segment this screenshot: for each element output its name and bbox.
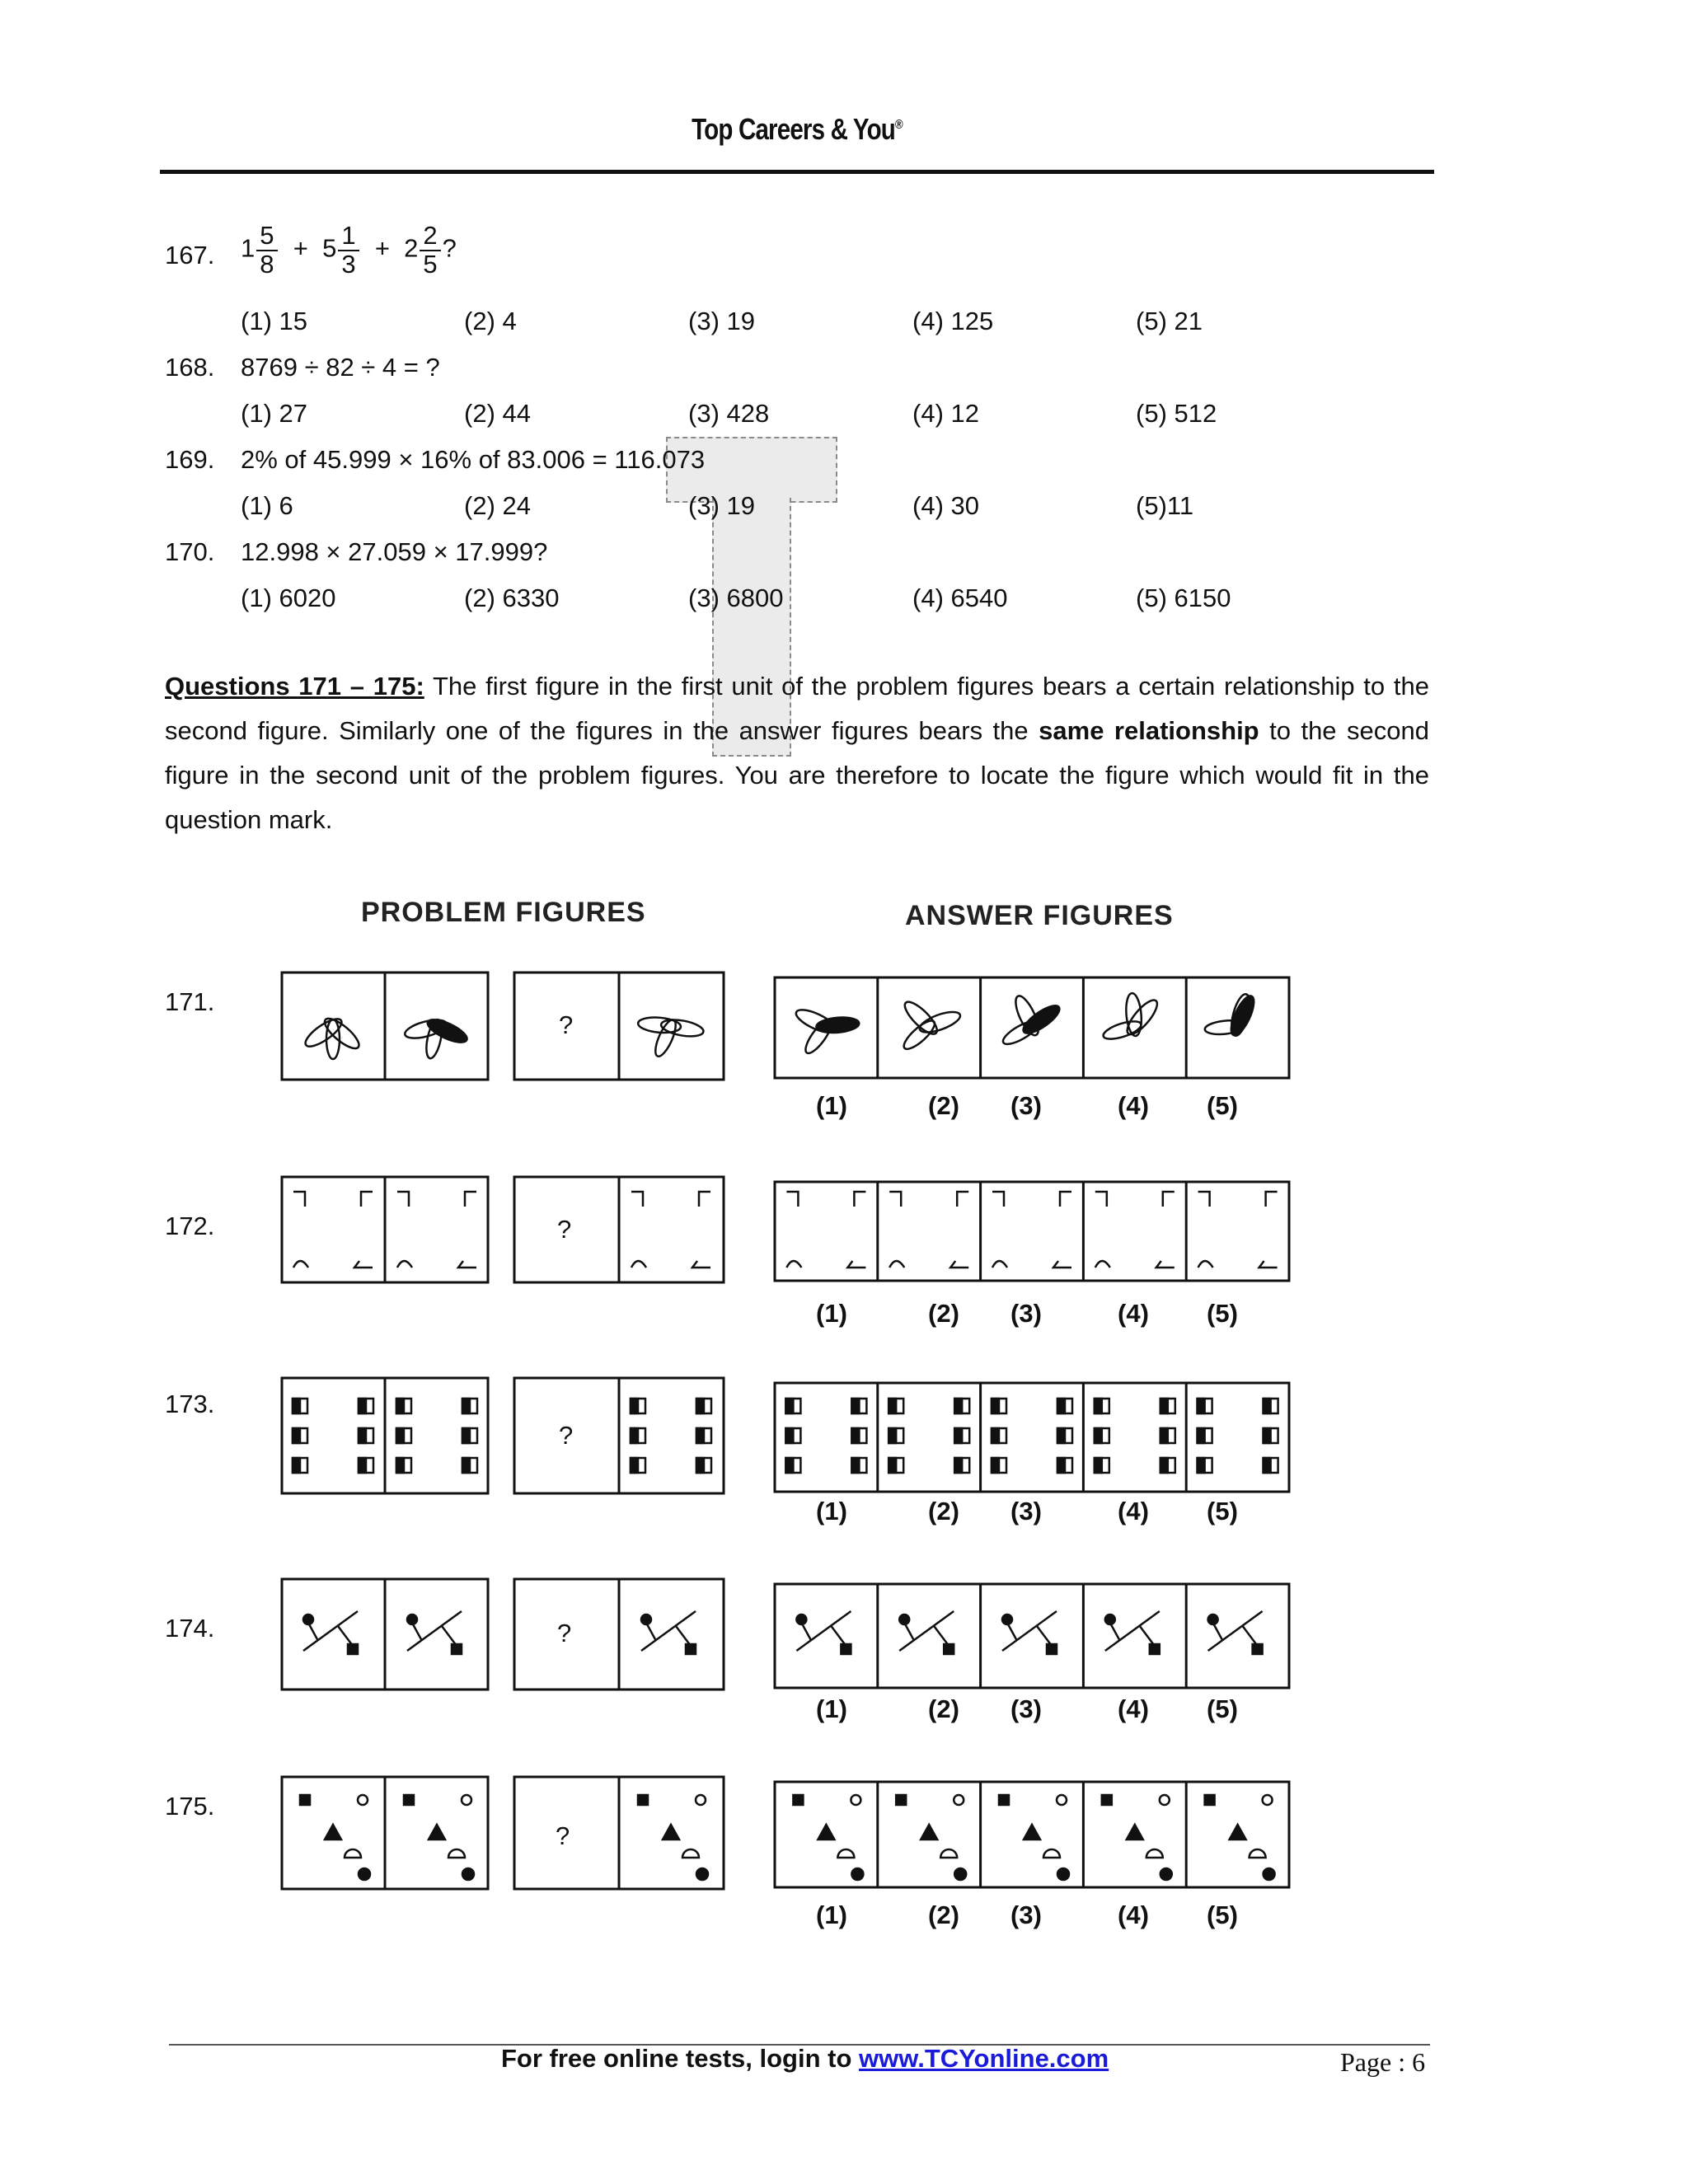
dot-symbol	[899, 1615, 909, 1624]
half-square-fill	[1264, 1458, 1271, 1473]
corner-hook	[1095, 1192, 1107, 1207]
corner-hook	[293, 1261, 308, 1268]
branch-line	[308, 1623, 318, 1641]
option: (3) 6800	[688, 583, 784, 612]
corner-hook	[361, 1192, 373, 1207]
half-square-fill	[462, 1458, 470, 1473]
semicircle-symbol	[448, 1849, 465, 1858]
corner-hook	[397, 1261, 412, 1268]
square-symbol	[452, 1644, 462, 1654]
plus-sign: +	[374, 233, 390, 263]
corner-hook	[992, 1192, 1004, 1207]
answer-option-number: (5)	[1207, 1091, 1238, 1120]
figure-row-label: 174.	[165, 1614, 215, 1643]
corner-hook	[854, 1192, 865, 1207]
corner-hook	[354, 1261, 373, 1268]
corner-hook	[699, 1192, 710, 1207]
page-number: Page : 6	[1340, 2047, 1426, 2077]
answer-option-number: (2)	[928, 1091, 959, 1120]
circle-symbol	[851, 1795, 860, 1805]
branch-line	[1110, 1623, 1120, 1641]
circle-symbol	[358, 1795, 368, 1805]
circle-symbol	[1160, 1795, 1170, 1805]
petal-shape	[1020, 1001, 1063, 1038]
branch-line	[338, 1626, 353, 1646]
answer-option-number: (3)	[1010, 1694, 1042, 1723]
square-symbol	[999, 1795, 1009, 1805]
answer-option-number: (4)	[1118, 1091, 1149, 1120]
half-square-fill	[631, 1428, 638, 1443]
half-square-fill	[1264, 1399, 1271, 1413]
half-square-fill	[954, 1399, 962, 1413]
square-symbol	[300, 1795, 310, 1805]
question-text: 12.998 × 27.059 × 17.999?	[241, 537, 548, 566]
corner-hook	[1259, 1261, 1278, 1268]
option: (1) 27	[241, 399, 307, 428]
answer-option-number: (3)	[1010, 1299, 1042, 1328]
square-symbol	[896, 1795, 906, 1805]
square-symbol	[1102, 1795, 1112, 1805]
semicircle-symbol	[940, 1849, 957, 1858]
petal-shape	[816, 1016, 860, 1034]
dot-symbol	[1160, 1868, 1172, 1880]
half-square-fill	[359, 1399, 366, 1413]
dot-symbol	[1057, 1868, 1069, 1880]
square-symbol	[944, 1644, 954, 1654]
half-square-fill	[696, 1458, 704, 1473]
branch-line	[904, 1623, 914, 1641]
footer-label: For free online tests, login to	[501, 2044, 860, 2073]
answer-option-number: (5)	[1207, 1694, 1238, 1723]
corner-hook	[1198, 1192, 1210, 1207]
corner-hook	[1053, 1261, 1071, 1268]
half-square-fill	[1095, 1458, 1102, 1473]
answer-option-number: (1)	[816, 1694, 847, 1723]
answer-strip	[775, 1584, 1289, 1688]
branch-line	[1243, 1626, 1258, 1646]
half-square-fill	[631, 1458, 638, 1473]
half-square-fill	[1198, 1458, 1205, 1473]
half-square-fill	[696, 1399, 704, 1413]
corner-hook	[293, 1192, 305, 1207]
branch-line	[676, 1626, 691, 1646]
corner-hook	[631, 1192, 643, 1207]
option: (4) 30	[912, 491, 979, 520]
question-number: 169.	[165, 445, 215, 474]
dot-symbol	[1002, 1615, 1012, 1624]
instructions-text: to the second figure in the second unit of the problem figures. You are therefore to locate the figure which would fit in the question mark.	[165, 716, 1430, 834]
circle-symbol	[954, 1795, 964, 1805]
answer-option-number: (5)	[1207, 1497, 1238, 1526]
half-square-fill	[889, 1458, 896, 1473]
question-text: 8769 ÷ 82 ÷ 4 = ?	[241, 353, 440, 382]
triangle-symbol	[921, 1825, 937, 1840]
half-square-fill	[359, 1428, 366, 1443]
half-square-fill	[992, 1399, 999, 1413]
half-square-fill	[851, 1399, 859, 1413]
dot-symbol	[303, 1615, 313, 1624]
triangle-symbol	[663, 1825, 679, 1840]
figure-row-label: 173.	[165, 1390, 215, 1418]
square-symbol	[404, 1795, 414, 1805]
option: (5) 512	[1136, 399, 1217, 428]
missing-figure-mark: ?	[557, 1619, 572, 1647]
branch-line	[646, 1623, 656, 1641]
branch-line	[412, 1623, 422, 1641]
answer-option-number: (4)	[1118, 1497, 1149, 1526]
answer-option-number: (5)	[1207, 1900, 1238, 1929]
numerator: 2	[420, 223, 440, 251]
answer-option-number: (2)	[928, 1299, 959, 1328]
question-text: 2% of 45.999 × 16% of 83.006 = 116.073	[241, 445, 706, 474]
corner-hook	[1163, 1192, 1175, 1207]
half-square-fill	[293, 1458, 300, 1473]
half-square-fill	[359, 1458, 366, 1473]
half-square-fill	[785, 1399, 793, 1413]
answer-option-number: (4)	[1118, 1694, 1149, 1723]
petal-shape	[660, 1017, 705, 1039]
instructions-lead: Questions 171 – 175:	[165, 672, 424, 701]
branch-line	[831, 1626, 846, 1646]
half-square-fill	[992, 1428, 999, 1443]
corner-hook	[1266, 1192, 1278, 1207]
circle-symbol	[696, 1795, 706, 1805]
semicircle-symbol	[1250, 1849, 1266, 1858]
option: (3) 19	[688, 491, 755, 520]
circle-symbol	[1057, 1795, 1067, 1805]
triangle-symbol	[1127, 1825, 1143, 1840]
corner-hook	[786, 1192, 798, 1207]
half-square-fill	[1057, 1399, 1065, 1413]
half-square-fill	[462, 1399, 470, 1413]
semicircle-symbol	[1043, 1849, 1060, 1858]
instructions-emphasis: same relationship	[1039, 716, 1259, 745]
denominator: 3	[341, 249, 356, 279]
triangle-symbol	[818, 1825, 834, 1840]
answer-option-number: (5)	[1207, 1299, 1238, 1328]
half-square-fill	[1160, 1399, 1168, 1413]
half-square-fill	[851, 1458, 859, 1473]
registered-mark: ®	[895, 118, 903, 132]
option: (1) 15	[241, 307, 307, 335]
half-square-fill	[1264, 1428, 1271, 1443]
half-square-fill	[889, 1428, 896, 1443]
half-square-fill	[1095, 1428, 1102, 1443]
square-symbol	[793, 1795, 803, 1805]
petal-shape	[424, 1015, 470, 1047]
dot-symbol	[796, 1615, 806, 1624]
branch-line	[1007, 1623, 1017, 1641]
instructions-text: The first figure in the first unit of the problem figures bears a certain relationship to the second figure. Similarly one of the figures in the answer figures bears the	[165, 672, 1429, 745]
answer-option-number: (2)	[928, 1497, 959, 1526]
corner-hook	[847, 1261, 865, 1268]
branch-line	[1037, 1626, 1052, 1646]
option: (4) 125	[912, 307, 994, 335]
corner-hook	[957, 1192, 968, 1207]
corner-hook	[1156, 1261, 1175, 1268]
branch-line	[1140, 1626, 1155, 1646]
petal-shape	[1101, 1018, 1143, 1043]
dot-symbol	[1264, 1868, 1275, 1880]
answer-option-number: (3)	[1010, 1091, 1042, 1120]
whole-number: 2	[404, 233, 419, 263]
square-symbol	[638, 1795, 648, 1805]
option: (5) 21	[1136, 307, 1203, 335]
dot-symbol	[407, 1615, 417, 1624]
numerator: 5	[256, 223, 277, 251]
dot-symbol	[1105, 1615, 1115, 1624]
problem-figures-heading: PROBLEM FIGURES	[361, 897, 646, 928]
whole-number: 5	[322, 233, 337, 263]
square-symbol	[1253, 1644, 1263, 1654]
half-square-fill	[1160, 1458, 1168, 1473]
square-symbol	[1047, 1644, 1057, 1654]
answer-option-number: (4)	[1118, 1900, 1149, 1929]
square-symbol	[348, 1644, 358, 1654]
dot-symbol	[1208, 1615, 1218, 1624]
half-square-fill	[396, 1428, 404, 1443]
option: (5) 6150	[1136, 583, 1231, 612]
half-square-fill	[1160, 1428, 1168, 1443]
half-square-fill	[1057, 1428, 1065, 1443]
answer-option-number: (1)	[816, 1299, 847, 1328]
dot-symbol	[641, 1615, 651, 1624]
question-mark: ?	[442, 233, 457, 263]
missing-figure-mark: ?	[559, 1421, 574, 1450]
corner-hook	[692, 1261, 710, 1268]
answer-figures-heading: ANSWER FIGURES	[905, 900, 1174, 931]
half-square-fill	[1057, 1458, 1065, 1473]
option: (5)11	[1136, 491, 1194, 520]
footer-text	[501, 2044, 1109, 2074]
corner-hook	[631, 1261, 646, 1268]
option: (1) 6020	[241, 583, 336, 612]
half-square-fill	[696, 1428, 704, 1443]
figure-row-label: 171.	[165, 987, 215, 1016]
half-square-fill	[396, 1458, 404, 1473]
question-number: 167.	[165, 241, 215, 269]
half-square-fill	[293, 1428, 300, 1443]
whole-number: 1	[241, 233, 256, 263]
half-square-fill	[396, 1399, 404, 1413]
option: (1) 6	[241, 491, 293, 520]
denominator: 8	[260, 249, 274, 279]
triangle-symbol	[325, 1825, 341, 1840]
option: (3) 19	[688, 307, 755, 335]
dot-symbol	[462, 1868, 474, 1880]
half-square-fill	[785, 1458, 793, 1473]
triangle-symbol	[429, 1825, 445, 1840]
square-symbol	[841, 1644, 851, 1654]
half-square-fill	[462, 1428, 470, 1443]
dot-symbol	[359, 1868, 370, 1880]
half-square-fill	[631, 1399, 638, 1413]
answer-option-number: (1)	[816, 1091, 847, 1120]
branch-line	[934, 1626, 949, 1646]
half-square-fill	[1095, 1399, 1102, 1413]
corner-hook	[1198, 1261, 1213, 1268]
half-square-fill	[889, 1399, 896, 1413]
option: (2) 44	[464, 399, 531, 428]
petal-shape	[917, 1008, 963, 1037]
petal-shape	[651, 1017, 679, 1058]
circle-symbol	[1263, 1795, 1273, 1805]
half-square-fill	[851, 1428, 859, 1443]
half-square-fill	[954, 1458, 962, 1473]
answer-option-number: (3)	[1010, 1900, 1042, 1929]
half-square-fill	[992, 1458, 999, 1473]
petal-shape	[1000, 1017, 1041, 1048]
square-symbol	[1150, 1644, 1160, 1654]
triangle-symbol	[1024, 1825, 1040, 1840]
corner-hook	[1095, 1261, 1110, 1268]
half-square-fill	[293, 1399, 300, 1413]
branch-line	[801, 1623, 811, 1641]
missing-figure-mark: ?	[559, 1010, 574, 1039]
header-title: Top Careers & You	[692, 112, 896, 146]
corner-hook	[458, 1261, 476, 1268]
dot-symbol	[696, 1868, 708, 1880]
triangle-symbol	[1230, 1825, 1246, 1840]
half-square-fill	[954, 1428, 962, 1443]
missing-figure-mark: ?	[557, 1215, 572, 1244]
plus-sign: +	[293, 233, 308, 263]
semicircle-symbol	[1146, 1849, 1163, 1858]
dot-symbol	[954, 1868, 966, 1880]
corner-hook	[397, 1192, 409, 1207]
corner-hook	[786, 1261, 801, 1268]
answer-option-number: (2)	[928, 1694, 959, 1723]
option: (2) 24	[464, 491, 531, 520]
square-symbol	[686, 1644, 696, 1654]
branch-line	[442, 1626, 457, 1646]
corner-hook	[992, 1261, 1007, 1268]
half-square-fill	[785, 1428, 793, 1443]
answer-option-number: (3)	[1010, 1497, 1042, 1526]
semicircle-symbol	[682, 1849, 699, 1858]
option: (2) 4	[464, 307, 517, 335]
option: (4) 6540	[912, 583, 1008, 612]
corner-hook	[1060, 1192, 1071, 1207]
dot-symbol	[851, 1868, 863, 1880]
missing-figure-mark: ?	[556, 1821, 570, 1850]
option: (2) 6330	[464, 583, 560, 612]
option: (4) 12	[912, 399, 979, 428]
semicircle-symbol	[345, 1849, 361, 1858]
answer-option-number: (1)	[816, 1900, 847, 1929]
question-number: 168.	[165, 353, 215, 382]
footer-link[interactable]: www.TCYonline.com	[859, 2044, 1109, 2073]
figure-row-label: 175.	[165, 1792, 215, 1821]
square-symbol	[1205, 1795, 1215, 1805]
answer-option-number: (1)	[816, 1497, 847, 1526]
branch-line	[1213, 1623, 1223, 1641]
half-square-fill	[1198, 1399, 1205, 1413]
figure-row-label: 172.	[165, 1212, 215, 1240]
denominator: 5	[423, 249, 438, 279]
half-square-fill	[1198, 1428, 1205, 1443]
circle-symbol	[462, 1795, 471, 1805]
option: (3) 428	[688, 399, 770, 428]
semicircle-symbol	[837, 1849, 854, 1858]
numerator: 1	[338, 223, 359, 251]
answer-option-number: (2)	[928, 1900, 959, 1929]
corner-hook	[465, 1192, 476, 1207]
corner-hook	[889, 1192, 901, 1207]
question-number: 170.	[165, 537, 215, 566]
answer-option-number: (4)	[1118, 1299, 1149, 1328]
corner-hook	[889, 1261, 904, 1268]
corner-hook	[950, 1261, 968, 1268]
